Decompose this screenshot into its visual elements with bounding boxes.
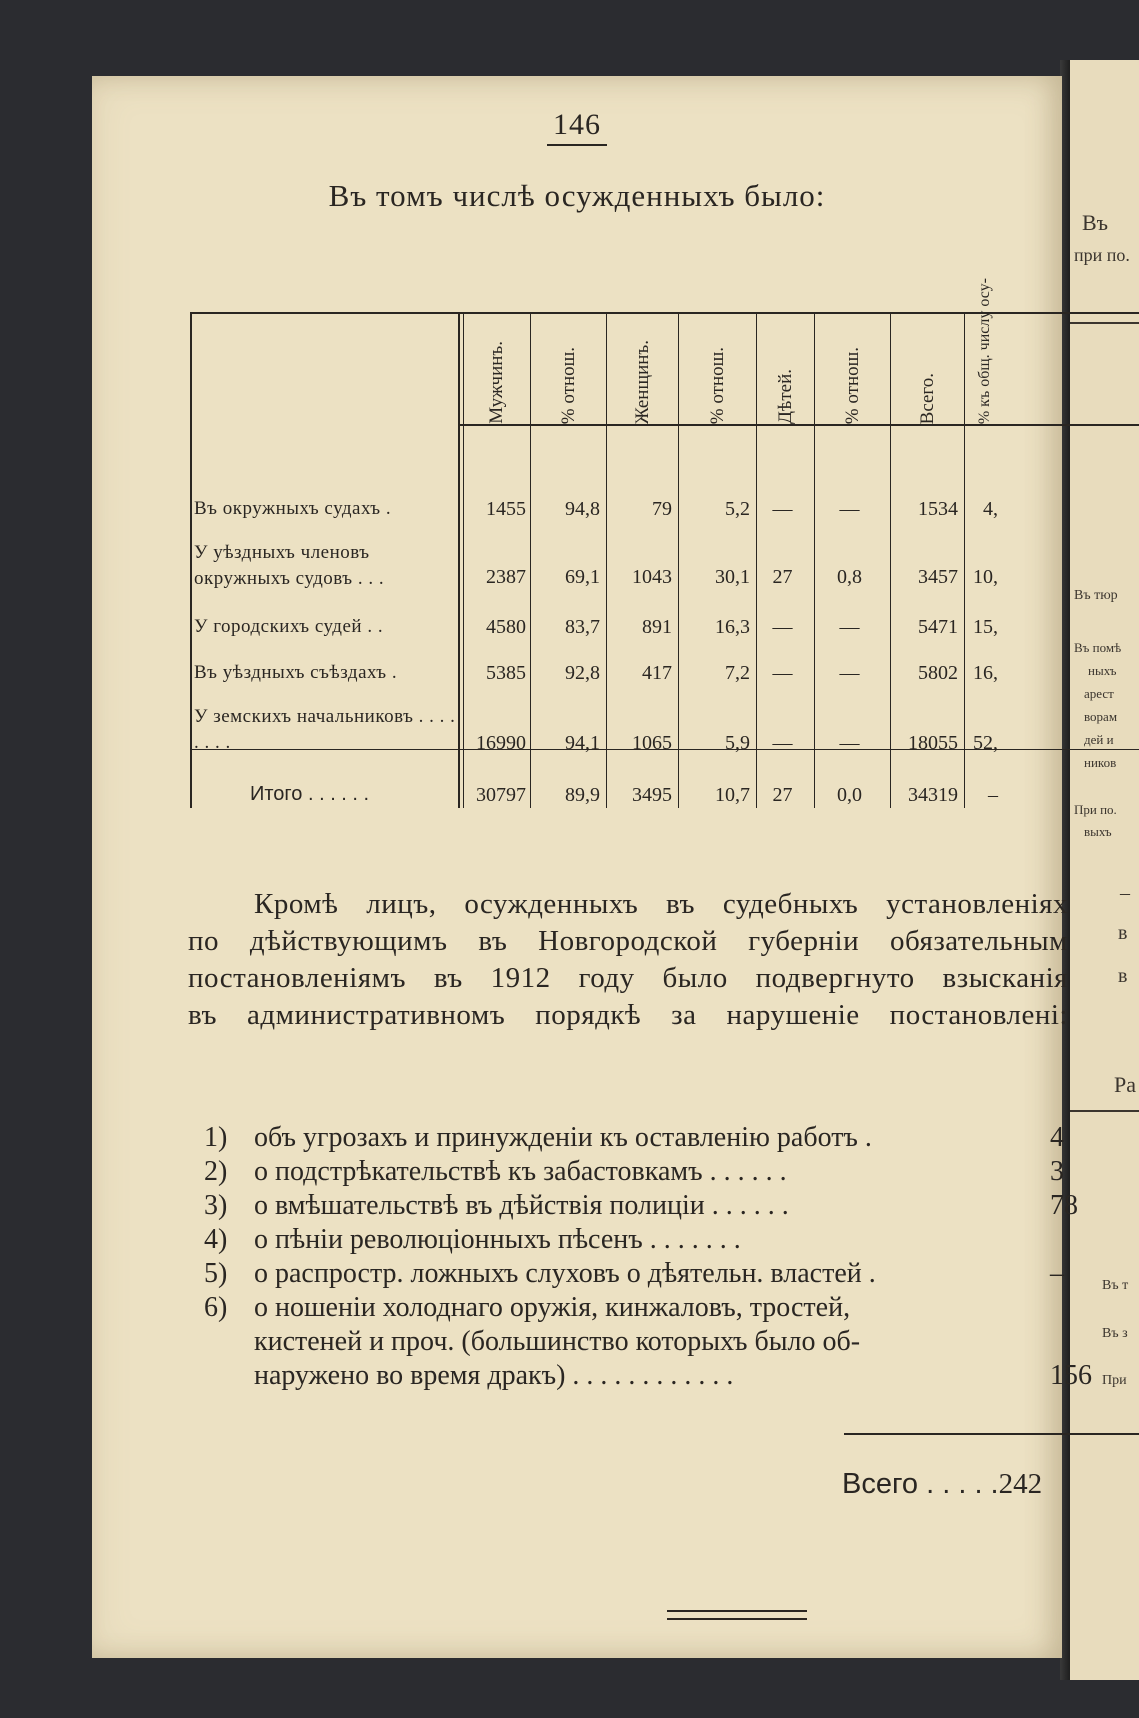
table-cell: 417: [642, 662, 672, 684]
grand-total-value: 242: [998, 1468, 1043, 1500]
table-cell: 0,0: [837, 784, 862, 806]
table-cell: 18055: [908, 732, 958, 754]
header-women: Женщинъ.: [631, 339, 653, 424]
table-cell: 0,8: [837, 566, 862, 588]
sum-rule: [844, 1433, 1139, 1435]
right-fragment: арест: [1084, 686, 1114, 701]
table-cell: 2387: [486, 566, 526, 588]
table-cell: 5,2: [725, 498, 750, 520]
table-cell: 30797: [476, 784, 526, 806]
table-cell: 1043: [632, 566, 672, 588]
end-rule: [667, 1618, 807, 1620]
paragraph-line: постановленіямъ въ 1912 году было подвергнуто взысканія: [188, 962, 1068, 994]
table-cell: —: [772, 732, 793, 754]
table-cell: 34319: [908, 784, 958, 806]
table-cell: 3457: [918, 566, 958, 588]
row-label: Въ окружныхъ судахъ .: [194, 498, 392, 519]
paragraph-line: Кромѣ лицъ, осужденныхъ въ судебныхъ установленіях: [254, 888, 1068, 920]
right-fragment: при по.: [1074, 245, 1130, 265]
table-cell: 10,: [973, 566, 998, 588]
violations-list: [204, 1121, 1092, 1393]
table-cell: 1065: [632, 732, 672, 754]
list-item: наружено во время дракъ) . . . . . . . . . . . . 156: [254, 1360, 1092, 1391]
row-label: У уѣздныхъ членовъ окружныхъ судовъ . . .: [194, 542, 385, 589]
right-fragment: Въ т: [1102, 1278, 1129, 1293]
table-cell: 69,1: [565, 566, 600, 588]
grand-total: [842, 1468, 1042, 1501]
table-cell: 1455: [486, 498, 526, 520]
table-cell: 94,8: [565, 498, 600, 520]
total-label: Итого . . . . . .: [250, 783, 370, 805]
table-cell: 30,1: [715, 566, 750, 588]
table-cell: 1534: [918, 498, 958, 520]
right-fragment: Въ з: [1102, 1326, 1128, 1341]
list-item: 2) о подстрѣкательствѣ къ забастовкамъ . . . . . . 3: [204, 1156, 1064, 1187]
table-cell: –: [988, 784, 998, 806]
table-cell: 3495: [632, 784, 672, 806]
list-item: 1) объ угрозахъ и принужденіи къ оставленію работъ . 4: [204, 1122, 1064, 1153]
table-cell: 89,9: [565, 784, 600, 806]
row-label: У земскихъ начальниковъ . . . . . . . .: [194, 706, 456, 753]
table-cell: —: [839, 732, 860, 754]
header-children: Дѣтей.: [774, 369, 796, 424]
right-fragment: выхъ: [1084, 824, 1112, 839]
body-paragraph: [188, 886, 1068, 1034]
table-cell: 4,: [983, 498, 998, 520]
right-fragment: в: [1118, 965, 1128, 987]
row-label: Въ уѣздныхъ съѣздахъ .: [194, 662, 398, 683]
right-fragment: При: [1102, 1373, 1127, 1388]
list-item: кистеней и проч. (большинство которыхъ было об-: [254, 1326, 861, 1357]
paragraph-line: въ административномъ порядкѣ за нарушеніе постановлені:: [188, 999, 1068, 1031]
table-cell: 92,8: [565, 662, 600, 684]
list-item: 3) о вмѣшательствѣ въ дѣйствія полиціи . . . . . . 78: [204, 1190, 1078, 1221]
table-cell: —: [839, 498, 860, 520]
paragraph-line: по дѣйствующимъ въ Новгородской губерніи обязательным: [188, 925, 1068, 957]
header-children-pct: % отнош.: [841, 346, 863, 424]
right-fragment: дей и: [1084, 732, 1114, 747]
right-fragment: Въ помѣ: [1074, 640, 1122, 655]
right-fragment: При по.: [1074, 802, 1117, 817]
right-rule: [1070, 1110, 1139, 1112]
table-cell: —: [772, 498, 793, 520]
table-cell: 27: [772, 784, 793, 806]
convictions-table: [190, 238, 1139, 808]
list-item: 6) о ношеніи холоднаго оружія, кинжаловъ, тростей,: [204, 1292, 851, 1323]
right-fragment: в: [1118, 922, 1128, 944]
table-cell: —: [772, 616, 793, 638]
document-page: [92, 76, 1092, 1658]
table-cell: —: [839, 662, 860, 684]
table-cell: —: [772, 662, 793, 684]
header-total-pct: % къ общ. числу осу-: [976, 277, 993, 424]
grand-total-label: Всего . . . . .: [842, 1468, 999, 1500]
table-cell: 15,: [973, 616, 998, 638]
header-total: Всего.: [916, 372, 938, 424]
header-men: Мужчинъ.: [486, 341, 507, 424]
table-left-rule: [190, 312, 192, 808]
table-cell: 52,: [973, 732, 998, 754]
list-item: 4) о пѣніи революціонныхъ пѣсенъ . . . . . . .: [204, 1224, 741, 1255]
table-cell: —: [839, 616, 860, 638]
col-divider: [458, 312, 460, 808]
right-fragment: ворам: [1084, 709, 1118, 724]
table-cell: 16,3: [715, 616, 750, 638]
end-rule: [667, 1610, 807, 1612]
table-cell: 5471: [918, 616, 958, 638]
table-cell: 94,1: [565, 732, 600, 754]
table-cell: 4580: [486, 616, 526, 638]
table-title: Въ томъ числѣ осужденныхъ было:: [328, 178, 826, 213]
table-cell: 16990: [476, 732, 526, 754]
table-cell: 5385: [486, 662, 526, 684]
table-cell: 16,: [973, 662, 998, 684]
header-men-pct: % отнош.: [557, 346, 579, 424]
right-fragment: Ра: [1114, 1072, 1136, 1097]
right-fragment: Въ тюр: [1074, 588, 1118, 603]
table-cell: 891: [642, 616, 672, 638]
right-fragment: ныхъ: [1088, 663, 1117, 678]
table-cell: 7,2: [725, 662, 750, 684]
table-cell: 79: [652, 498, 672, 520]
table-cell: 27: [772, 566, 793, 588]
table-cell: 83,7: [565, 616, 600, 638]
header-women-pct: % отнош.: [706, 346, 728, 424]
right-fragment: Въ: [1082, 210, 1109, 235]
page-number: 146: [92, 108, 1062, 146]
row-label: У городскихъ судей . .: [194, 616, 384, 637]
right-fragment: –: [1120, 882, 1130, 904]
table-cell: 10,7: [715, 784, 750, 806]
table-cell: 5,9: [725, 732, 750, 754]
list-item: 5) о распростр. ложныхъ слуховъ о дѣятельн. властей . –: [204, 1258, 1064, 1289]
table-cell: 5802: [918, 662, 958, 684]
right-fragment: ников: [1084, 755, 1117, 770]
